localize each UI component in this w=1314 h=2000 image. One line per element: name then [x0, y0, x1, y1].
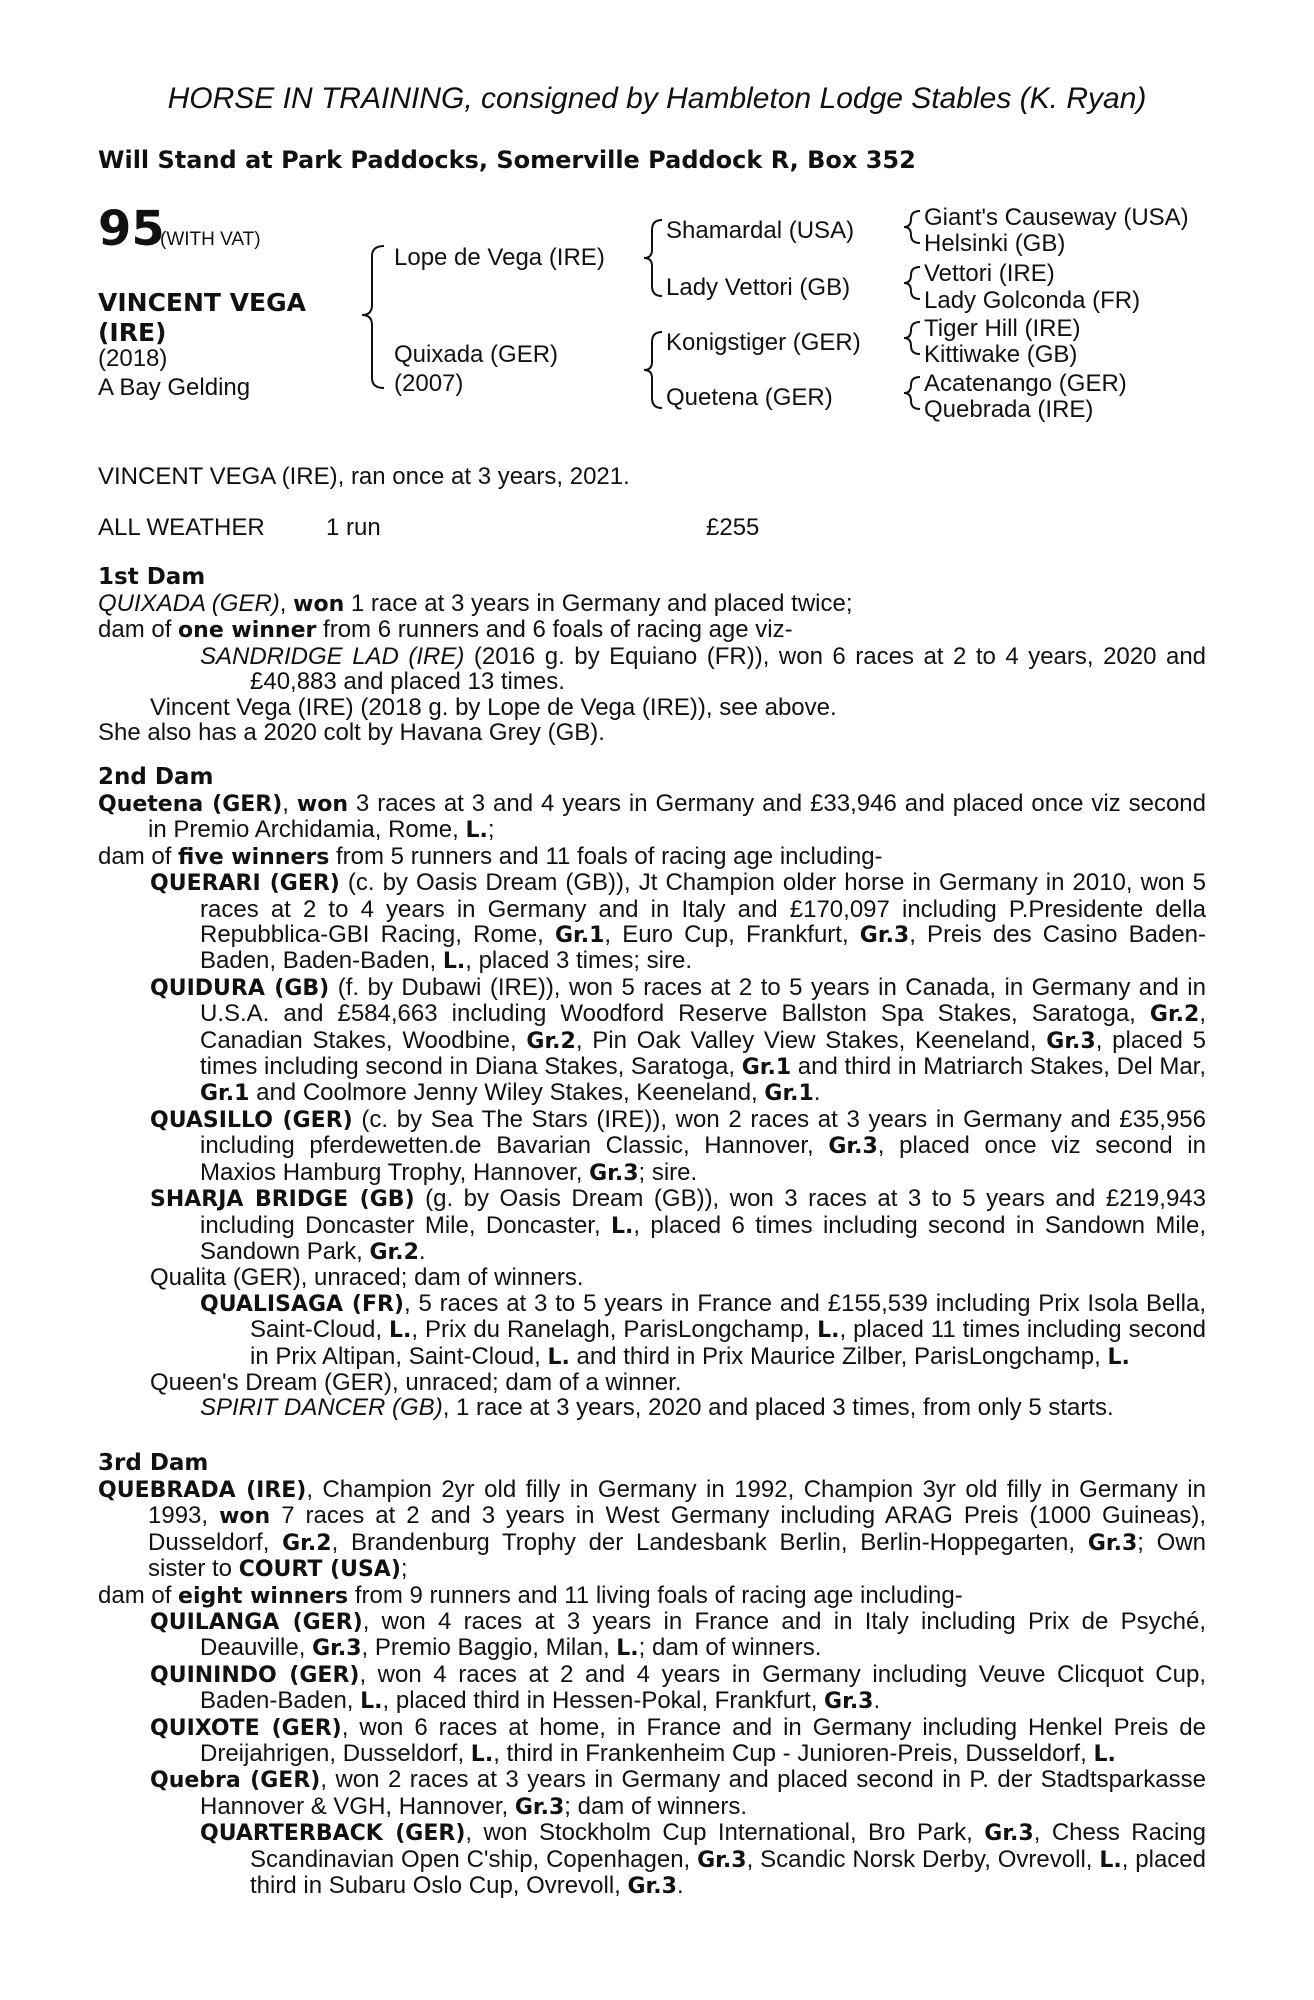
produce-vincent-vega: Vincent Vega (IRE) (2018 g. by Lope de Vega (IRE)), see above. — [150, 693, 837, 721]
pedigree-g4: Lady Golconda (FR) — [924, 287, 1141, 314]
second-dam-block — [98, 791, 1206, 1421]
produce-querari: QUERARI (GER) (c. by Oasis Dream (GB)), Jt Champion older horse in Germany in 2010, won 5 races at 2 to 4 years in Germany and in Italy and £170,097 including P.Presidente della Repubblica-GBI Racing, Rome, Gr.1, Euro Cup, Frankfurt, Gr.3, Preis des Casino Baden-Baden, Baden-Baden, L., placed 3 times; sire. — [150, 869, 1207, 975]
produce-quilanga: QUILANGA (GER), won 4 races at 3 years in France and in Italy including Prix de Psyché, Deauville, Gr.3, Premio Baggio, Milan, L.; dam of winners. — [150, 1608, 1207, 1662]
pedigree-sire: Lope de Vega (IRE) — [394, 244, 605, 271]
stand-location: Will Stand at Park Paddocks, Somerville Paddock R, Box 352 — [98, 146, 916, 174]
record-surface: ALL WEATHER — [98, 514, 265, 541]
produce-quarterback: QUARTERBACK (GER), won Stockholm Cup International, Bro Park, Gr.3, Chess Racing Scandinavian Open C'ship, Copenhagen, Gr.3, Scandic Norsk Derby, Ovrevoll, L., placed third in Subaru Oslo Cup, Ovrevoll, Gr.3. — [200, 1819, 1206, 1900]
foaling-year: (2018) — [98, 345, 168, 372]
produce-spirit-dancer: SPIRIT DANCER (GB), 1 race at 3 years, 2020 and placed 3 times, from only 5 starts. — [200, 1394, 1114, 1422]
first-dam-note: She also has a 2020 colt by Havana Grey (GB). — [98, 719, 605, 747]
brace-g1 — [904, 211, 920, 243]
first-dam-block — [98, 591, 1206, 745]
produce-qualita: Qualita (GER), unraced; dam of winners. — [150, 1264, 584, 1292]
pedigree-g5: Tiger Hill (IRE) — [924, 315, 1081, 342]
horse-name-line1: VINCENT VEGA — [98, 288, 306, 317]
first-dam-heading: 1st Dam — [98, 564, 206, 590]
lot-number: 95 — [98, 201, 165, 257]
produce-quinindo: QUININDO (GER), won 4 races at 2 and 4 years in Germany including Veuve Clicquot Cup, Baden-Baden, L., placed third in Hessen-Pokal, Frankfurt, Gr.3. — [150, 1660, 1206, 1715]
pedigree-dam-dam: Quetena (GER) — [666, 384, 833, 411]
pedigree-g8: Quebrada (IRE) — [924, 396, 1094, 423]
brace-sire — [644, 220, 662, 296]
brace-g2 — [904, 267, 920, 299]
pedigree-g1: Giant's Causeway (USA) — [924, 204, 1189, 231]
produce-quidura: QUIDURA (GB) (f. by Dubawi (IRE)), won 5 races at 2 to 5 years in Canada, in Germany and in U.S.A. and £584,663 including Woodford Reserve Ballston Spa Stakes, Saratoga, Gr.2, Canadian Stakes, Woodbine, Gr.2, Pin Oak Valley View Stakes, Keeneland, Gr.3, placed 5 times including second in Diana Stakes, Saratoga, Gr.1 and third in Matriarch Stakes, Del Mar, Gr.1 and Coolmore Jenny Wiley Stakes, Keeneland, Gr.1. — [150, 973, 1206, 1107]
pedigree-g7: Acatenango (GER) — [924, 370, 1127, 397]
race-record-summary: VINCENT VEGA (IRE), ran once at 3 years, 2021. — [98, 463, 630, 490]
produce-sandridge-lad: SANDRIDGE LAD (IRE) (2016 g. by Equiano (FR)), won 6 races at 2 to 4 years, 2020 and £40,883 and placed 13 times. — [200, 642, 1207, 696]
vat-label: (WITH VAT) — [160, 229, 261, 250]
page-title: HORSE IN TRAINING, consigned by Hambleton Lodge Stables (K. Ryan) — [167, 82, 1147, 115]
produce-quixote: QUIXOTE (GER), won 6 races at home, in France and in Germany including Henkel Preis de Dreijahrigen, Dusseldorf, L., third in Frankenheim Cup - Junioren-Preis, Dusseldorf, L. — [150, 1713, 1206, 1768]
second-dam-heading: 2nd Dam — [98, 764, 214, 790]
pedigree-sire-sire: Shamardal (USA) — [666, 217, 855, 244]
brace-g4 — [904, 377, 920, 409]
pedigree-sire-dam: Lady Vettori (GB) — [666, 274, 851, 301]
brace-main — [362, 246, 384, 388]
pedigree-g6: Kittiwake (GB) — [924, 341, 1078, 368]
third-dam-produce-summary: dam of eight winners from 9 runners and 11 living foals of racing age including- — [98, 1581, 963, 1609]
pedigree-dam-year: (2007) — [394, 370, 464, 397]
second-dam-record: Quetena (GER), won 3 races at 3 and 4 years in Germany and £33,946 and placed once viz second in Premio Archidamia, Rome, L.; — [98, 790, 1206, 844]
record-runs: 1 run — [326, 514, 381, 541]
pedigree-dam-sire: Konigstiger (GER) — [666, 329, 861, 356]
third-dam-record: QUEBRADA (IRE), Champion 2yr old filly in Germany in 1992, Champion 3yr old filly in Germany in 1993, won 7 races at 2 and 3 years in West Germany including ARAG Preis (1000 Guineas), Dusseldorf, Gr.2, Brandenburg Trophy der Landesbank Berlin, Berlin-Hoppegarten, Gr.3; Own sister to COURT (USA); — [98, 1476, 1206, 1583]
third-dam-heading: 3rd Dam — [98, 1450, 209, 1476]
horse-name-line2: (IRE) — [98, 318, 167, 347]
horse-description: A Bay Gelding — [98, 374, 251, 401]
brace-g3 — [904, 322, 920, 354]
dam-name: QUIXADA (GER) — [98, 590, 280, 617]
produce-quasillo: QUASILLO (GER) (c. by Sea The Stars (IRE)), won 2 races at 3 years in Germany and £35,956 including pferdewetten.de Bavarian Classic, Hannover, Gr.3, placed once viz second in Maxios Hamburg Trophy, Hannover, Gr.3; sire. — [150, 1105, 1206, 1186]
produce-sharja-bridge: SHARJA BRIDGE (GB) (g. by Oasis Dream (GB)), won 3 races at 3 to 5 years and £219,943 including Doncaster Mile, Doncaster, L., placed 6 times including second in Sandown Mile, Sandown Park, Gr.2. — [150, 1185, 1206, 1265]
produce-queens-dream: Queen's Dream (GER), unraced; dam of a winner. — [150, 1368, 682, 1396]
first-dam-produce-summary: dam of one winner from 6 runners and 6 foals of racing age viz- — [98, 616, 793, 644]
pedigree-g2: Helsinki (GB) — [924, 230, 1066, 257]
second-dam-produce-summary: dam of five winners from 5 runners and 11 foals of racing age including- — [98, 842, 883, 870]
produce-quebra: Quebra (GER), won 2 races at 3 years in Germany and placed second in P. der Stadtsparkasse Hannover & VGH, Hannover, Gr.3; dam of winners. — [150, 1766, 1206, 1820]
record-earnings: £255 — [706, 514, 760, 541]
third-dam-block — [98, 1477, 1206, 1900]
brace-dam — [644, 332, 662, 408]
first-dam-record: QUIXADA (GER), won 1 race at 3 years in Germany and placed twice; — [98, 590, 853, 617]
pedigree-g3: Vettori (IRE) — [924, 260, 1055, 287]
produce-qualisaga: QUALISAGA (FR), 5 races at 3 to 5 years in France and £155,539 including Prix Isola Bella, Saint-Cloud, L., Prix du Ranelagh, ParisLongchamp, L., placed 11 times including second in Prix Altipan, Saint-Cloud, L. and third in Prix Maurice Zilber, ParisLongchamp, L. — [200, 1289, 1207, 1370]
pedigree-dam: Quixada (GER) — [394, 341, 559, 368]
